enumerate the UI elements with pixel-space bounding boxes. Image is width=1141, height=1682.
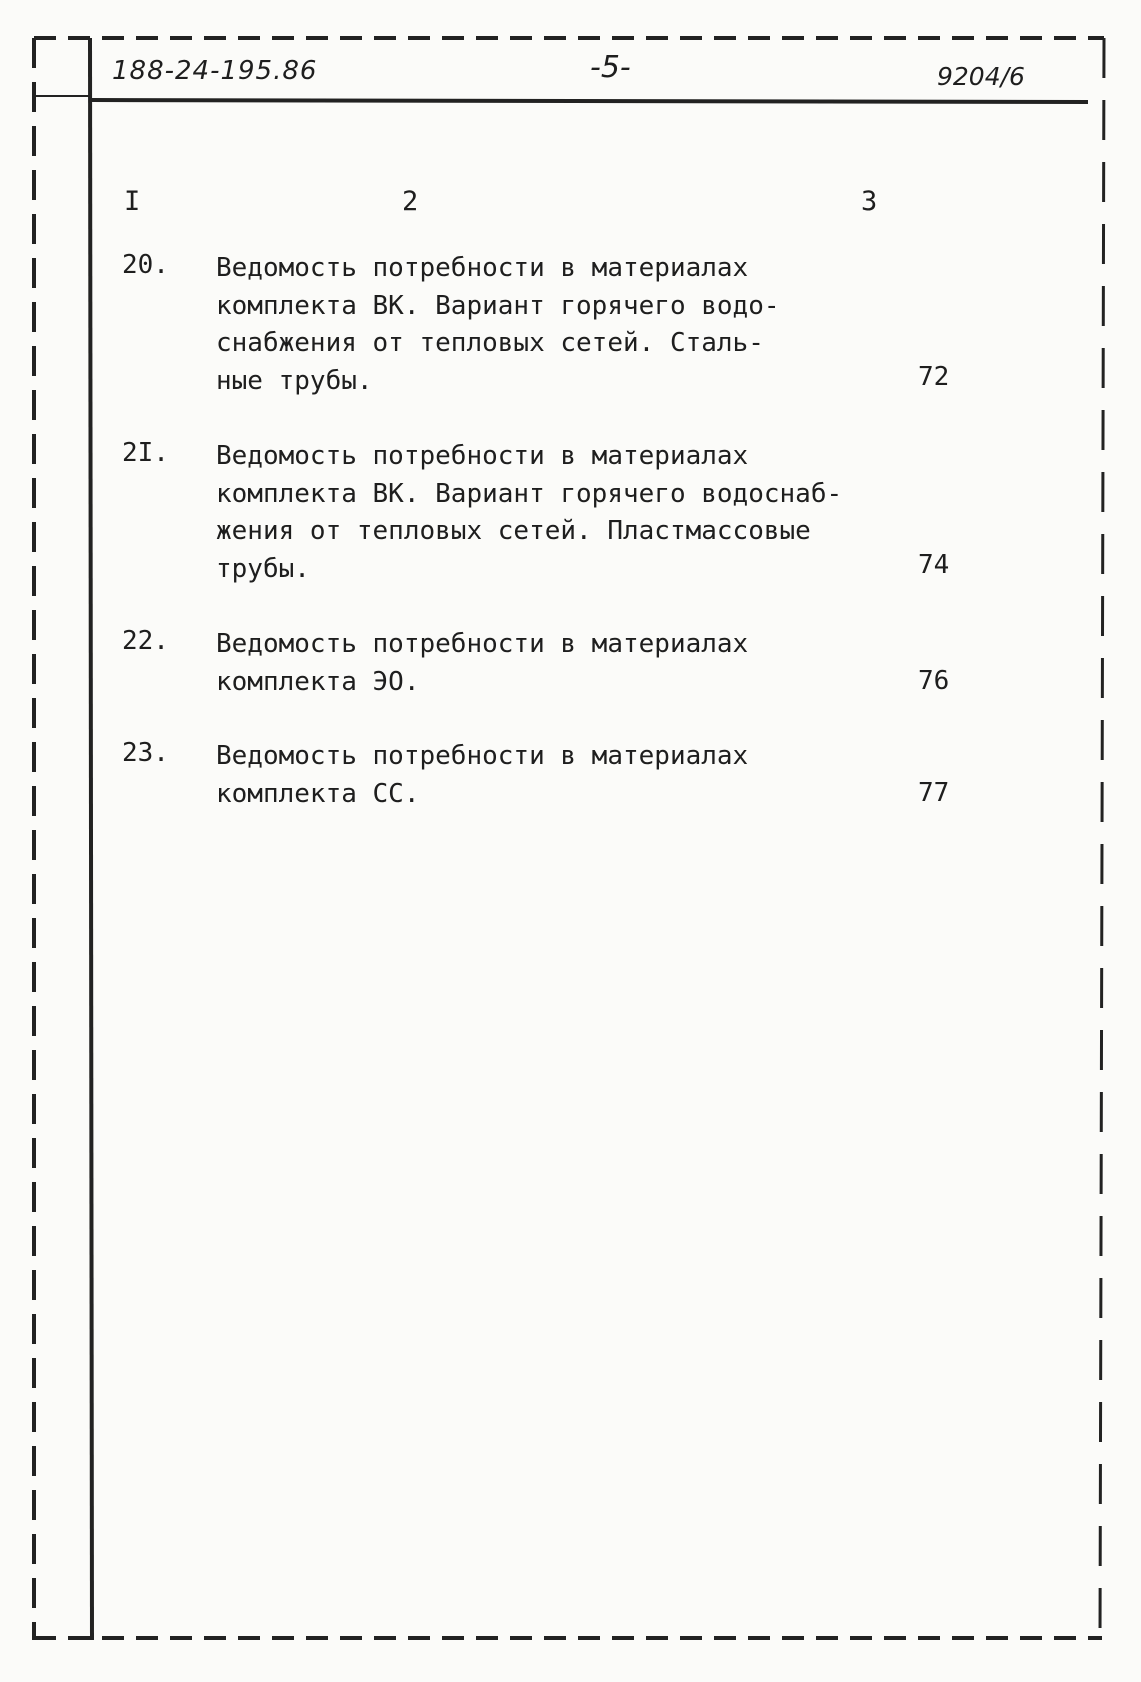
entry-number: 23. <box>122 738 169 768</box>
column-header-3: 3 <box>861 186 878 217</box>
column-header-2: 2 <box>402 186 419 217</box>
entry-title: Ведомость потребности в материалах комплекта СС. <box>216 741 749 809</box>
entry-page-number: 72 <box>918 362 950 392</box>
entry-page-number: 74 <box>918 550 950 580</box>
entry-title: Ведомость потребности в материалах комплекта ЭО. <box>216 629 749 697</box>
entry-number: 22. <box>122 626 169 656</box>
column-header-1: I <box>124 186 141 217</box>
entry-title: Ведомость потребности в материалах комплекта ВК. Вариант горячего водо- снабжения от тепловых сетей. Сталь- ные трубы. <box>216 253 780 396</box>
entry-page-number: 77 <box>918 778 950 808</box>
entry-number: 2I. <box>122 438 169 468</box>
entry-title: Ведомость потребности в материалах комплекта ВК. Вариант горячего водоснаб- жения от тепловых сетей. Пластмассовые трубы. <box>216 441 843 584</box>
page-marker: -5- <box>590 50 631 85</box>
document-number: 9204/6 <box>937 62 1025 91</box>
entry-number: 20. <box>122 250 169 280</box>
entry-page-number: 76 <box>918 666 950 696</box>
document-code: 188-24-195.86 <box>112 56 318 86</box>
